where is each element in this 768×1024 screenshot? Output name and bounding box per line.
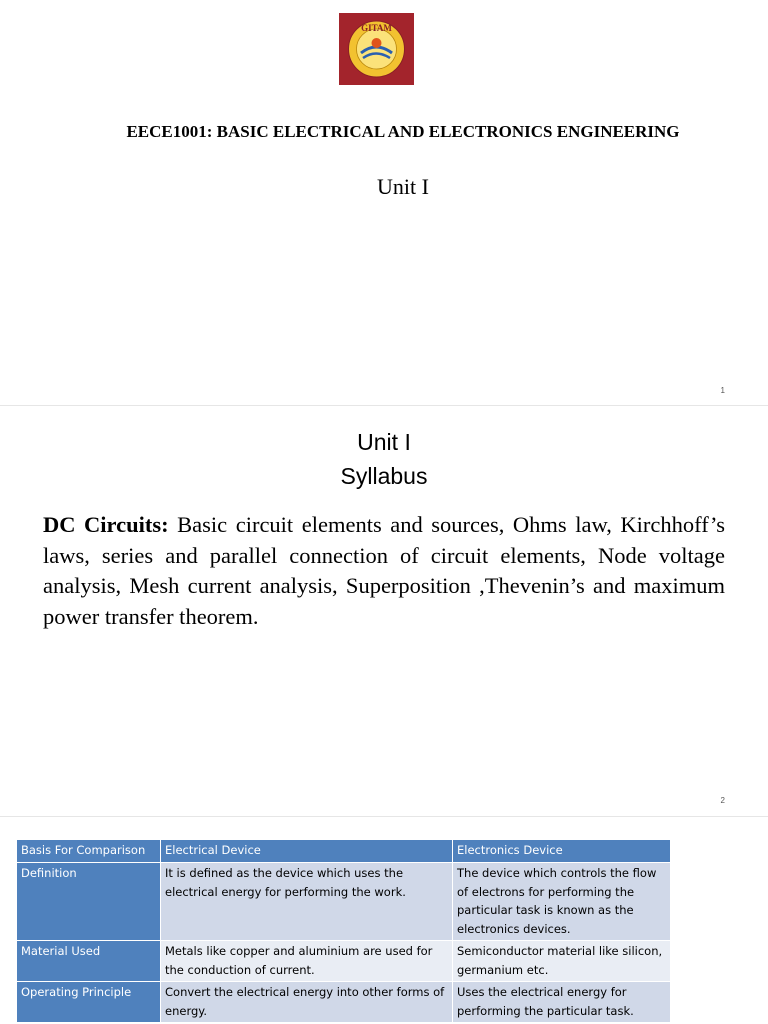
column-header: Electronics Device bbox=[453, 840, 671, 863]
column-header: Electrical Device bbox=[161, 840, 453, 863]
table-row bbox=[17, 863, 671, 941]
table-cell: Uses the electrical energy for performing the particular task. bbox=[453, 982, 671, 1023]
unit-heading: Unit I bbox=[377, 174, 429, 199]
page-number: 2 bbox=[720, 796, 725, 805]
table-cell: It is defined as the device which uses the electrical energy for performing the work. bbox=[161, 863, 453, 941]
table-cell: Semiconductor material like silicon, germanium etc. bbox=[453, 941, 671, 982]
page-number: 1 bbox=[720, 386, 725, 395]
syllabus-unit-title: Unit I bbox=[357, 429, 411, 455]
table-row bbox=[17, 982, 671, 1023]
table-row bbox=[17, 941, 671, 982]
title-slide bbox=[0, 0, 768, 405]
syllabus-title: Syllabus bbox=[340, 463, 428, 489]
table-cell: Metals like copper and aluminium are used for the conduction of current. bbox=[161, 941, 453, 982]
table-cell: The device which controls the flow of electrons for performing the particular task is known as the electronics devices. bbox=[453, 863, 671, 941]
column-header: Basis For Comparison bbox=[17, 840, 161, 863]
table-cell: Convert the electrical energy into other forms of energy. bbox=[161, 982, 453, 1023]
slide-divider bbox=[0, 816, 768, 817]
course-title: EECE1001: BASIC ELECTRICAL AND ELECTRONICS ENGINEERING bbox=[126, 122, 680, 141]
syllabus-heading: DC Circuits: bbox=[43, 512, 169, 537]
gitam-logo bbox=[339, 13, 414, 85]
logo-text: GITAM bbox=[361, 23, 392, 33]
row-header: Operating Principle bbox=[17, 982, 161, 1023]
comparison-table bbox=[16, 839, 671, 1023]
row-header: Material Used bbox=[17, 941, 161, 982]
syllabus-body: Basic circuit elements and sources, Ohms law, Kirchhoff’s laws, series and parallel connection of circuit elements, Node voltage analysis, Mesh current analysis, Superposition ,Thevenin’s and maximum power transfer theorem. bbox=[43, 512, 725, 629]
table-header-row bbox=[17, 840, 671, 863]
syllabus-text bbox=[43, 510, 725, 632]
row-header: Definition bbox=[17, 863, 161, 941]
